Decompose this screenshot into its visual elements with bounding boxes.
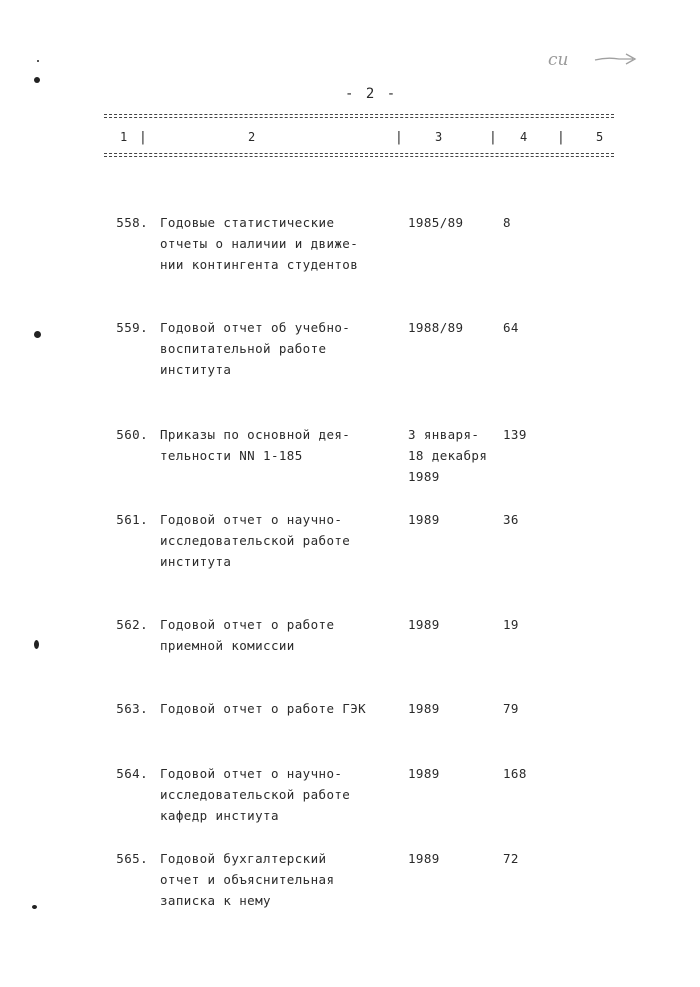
entry-sheet-count: 72: [503, 851, 519, 866]
scan-speck: [32, 905, 37, 909]
table-header-top-rule: [104, 114, 614, 115]
entry-date: 1989: [408, 617, 440, 632]
scan-speck: [37, 60, 39, 62]
column-divider: |: [489, 130, 497, 145]
entry-sheet-count: 79: [503, 701, 519, 716]
scan-speck: [34, 640, 39, 649]
column-header-4: 4: [520, 130, 528, 144]
column-header-2: 2: [248, 130, 256, 144]
entry-date: 1989: [408, 766, 440, 781]
entry-number: 561.: [116, 512, 148, 527]
entry-date: 1985/89: [408, 215, 464, 230]
page-number: - 2 -: [345, 86, 398, 102]
entry-number: 562.: [116, 617, 148, 632]
entry-date: 1988/89: [408, 320, 464, 335]
column-header-3: 3: [435, 130, 443, 144]
entry-date: 1989: [408, 701, 440, 716]
entry-number: 564.: [116, 766, 148, 781]
table-header-bottom-rule: [104, 153, 614, 154]
table-header-top-rule-double: [104, 117, 614, 118]
column-divider: |: [139, 130, 147, 145]
column-divider: |: [395, 130, 403, 145]
entry-number: 565.: [116, 851, 148, 866]
arrow-right-icon: [593, 51, 639, 67]
entry-number: 560.: [116, 427, 148, 442]
entry-sheet-count: 8: [503, 215, 511, 230]
entry-number: 563.: [116, 701, 148, 716]
column-divider: |: [557, 130, 565, 145]
entry-title: Годовой бухгалтерский отчет и объяснительная записка к нему: [160, 851, 335, 908]
entry-title: Годовой отчет о научно- исследовательской работе института: [160, 512, 351, 569]
entry-title: Годовые статистические отчеты о наличии и движе- нии контингента студентов: [160, 215, 359, 272]
entry-sheet-count: 64: [503, 320, 519, 335]
entry-date: 1989: [408, 512, 440, 527]
entry-title: Годовой отчет о научно- исследовательской работе кафедр инстиута: [160, 766, 351, 823]
handwritten-annotation: cu: [548, 50, 569, 70]
entry-title: Годовой отчет о работе приемной комиссии: [160, 617, 335, 653]
entry-sheet-count: 19: [503, 617, 519, 632]
entry-number: 558.: [116, 215, 148, 230]
entry-title: Годовой отчет о работе ГЭК: [160, 701, 367, 716]
scan-speck: [34, 331, 41, 338]
column-header-1: 1: [120, 130, 128, 144]
table-header-bottom-rule-double: [104, 156, 614, 157]
entry-title: Приказы по основной дея- тельности NN 1-185: [160, 427, 351, 463]
entry-sheet-count: 139: [503, 427, 527, 442]
entry-date: 1989: [408, 851, 440, 866]
scan-speck: [34, 77, 40, 83]
column-header-5: 5: [596, 130, 604, 144]
entry-sheet-count: 168: [503, 766, 527, 781]
entry-date: 3 января- 18 декабря 1989: [408, 427, 488, 484]
entry-number: 559.: [116, 320, 148, 335]
entry-sheet-count: 36: [503, 512, 519, 527]
entry-title: Годовой отчет об учебно- воспитательной работе института: [160, 320, 351, 377]
